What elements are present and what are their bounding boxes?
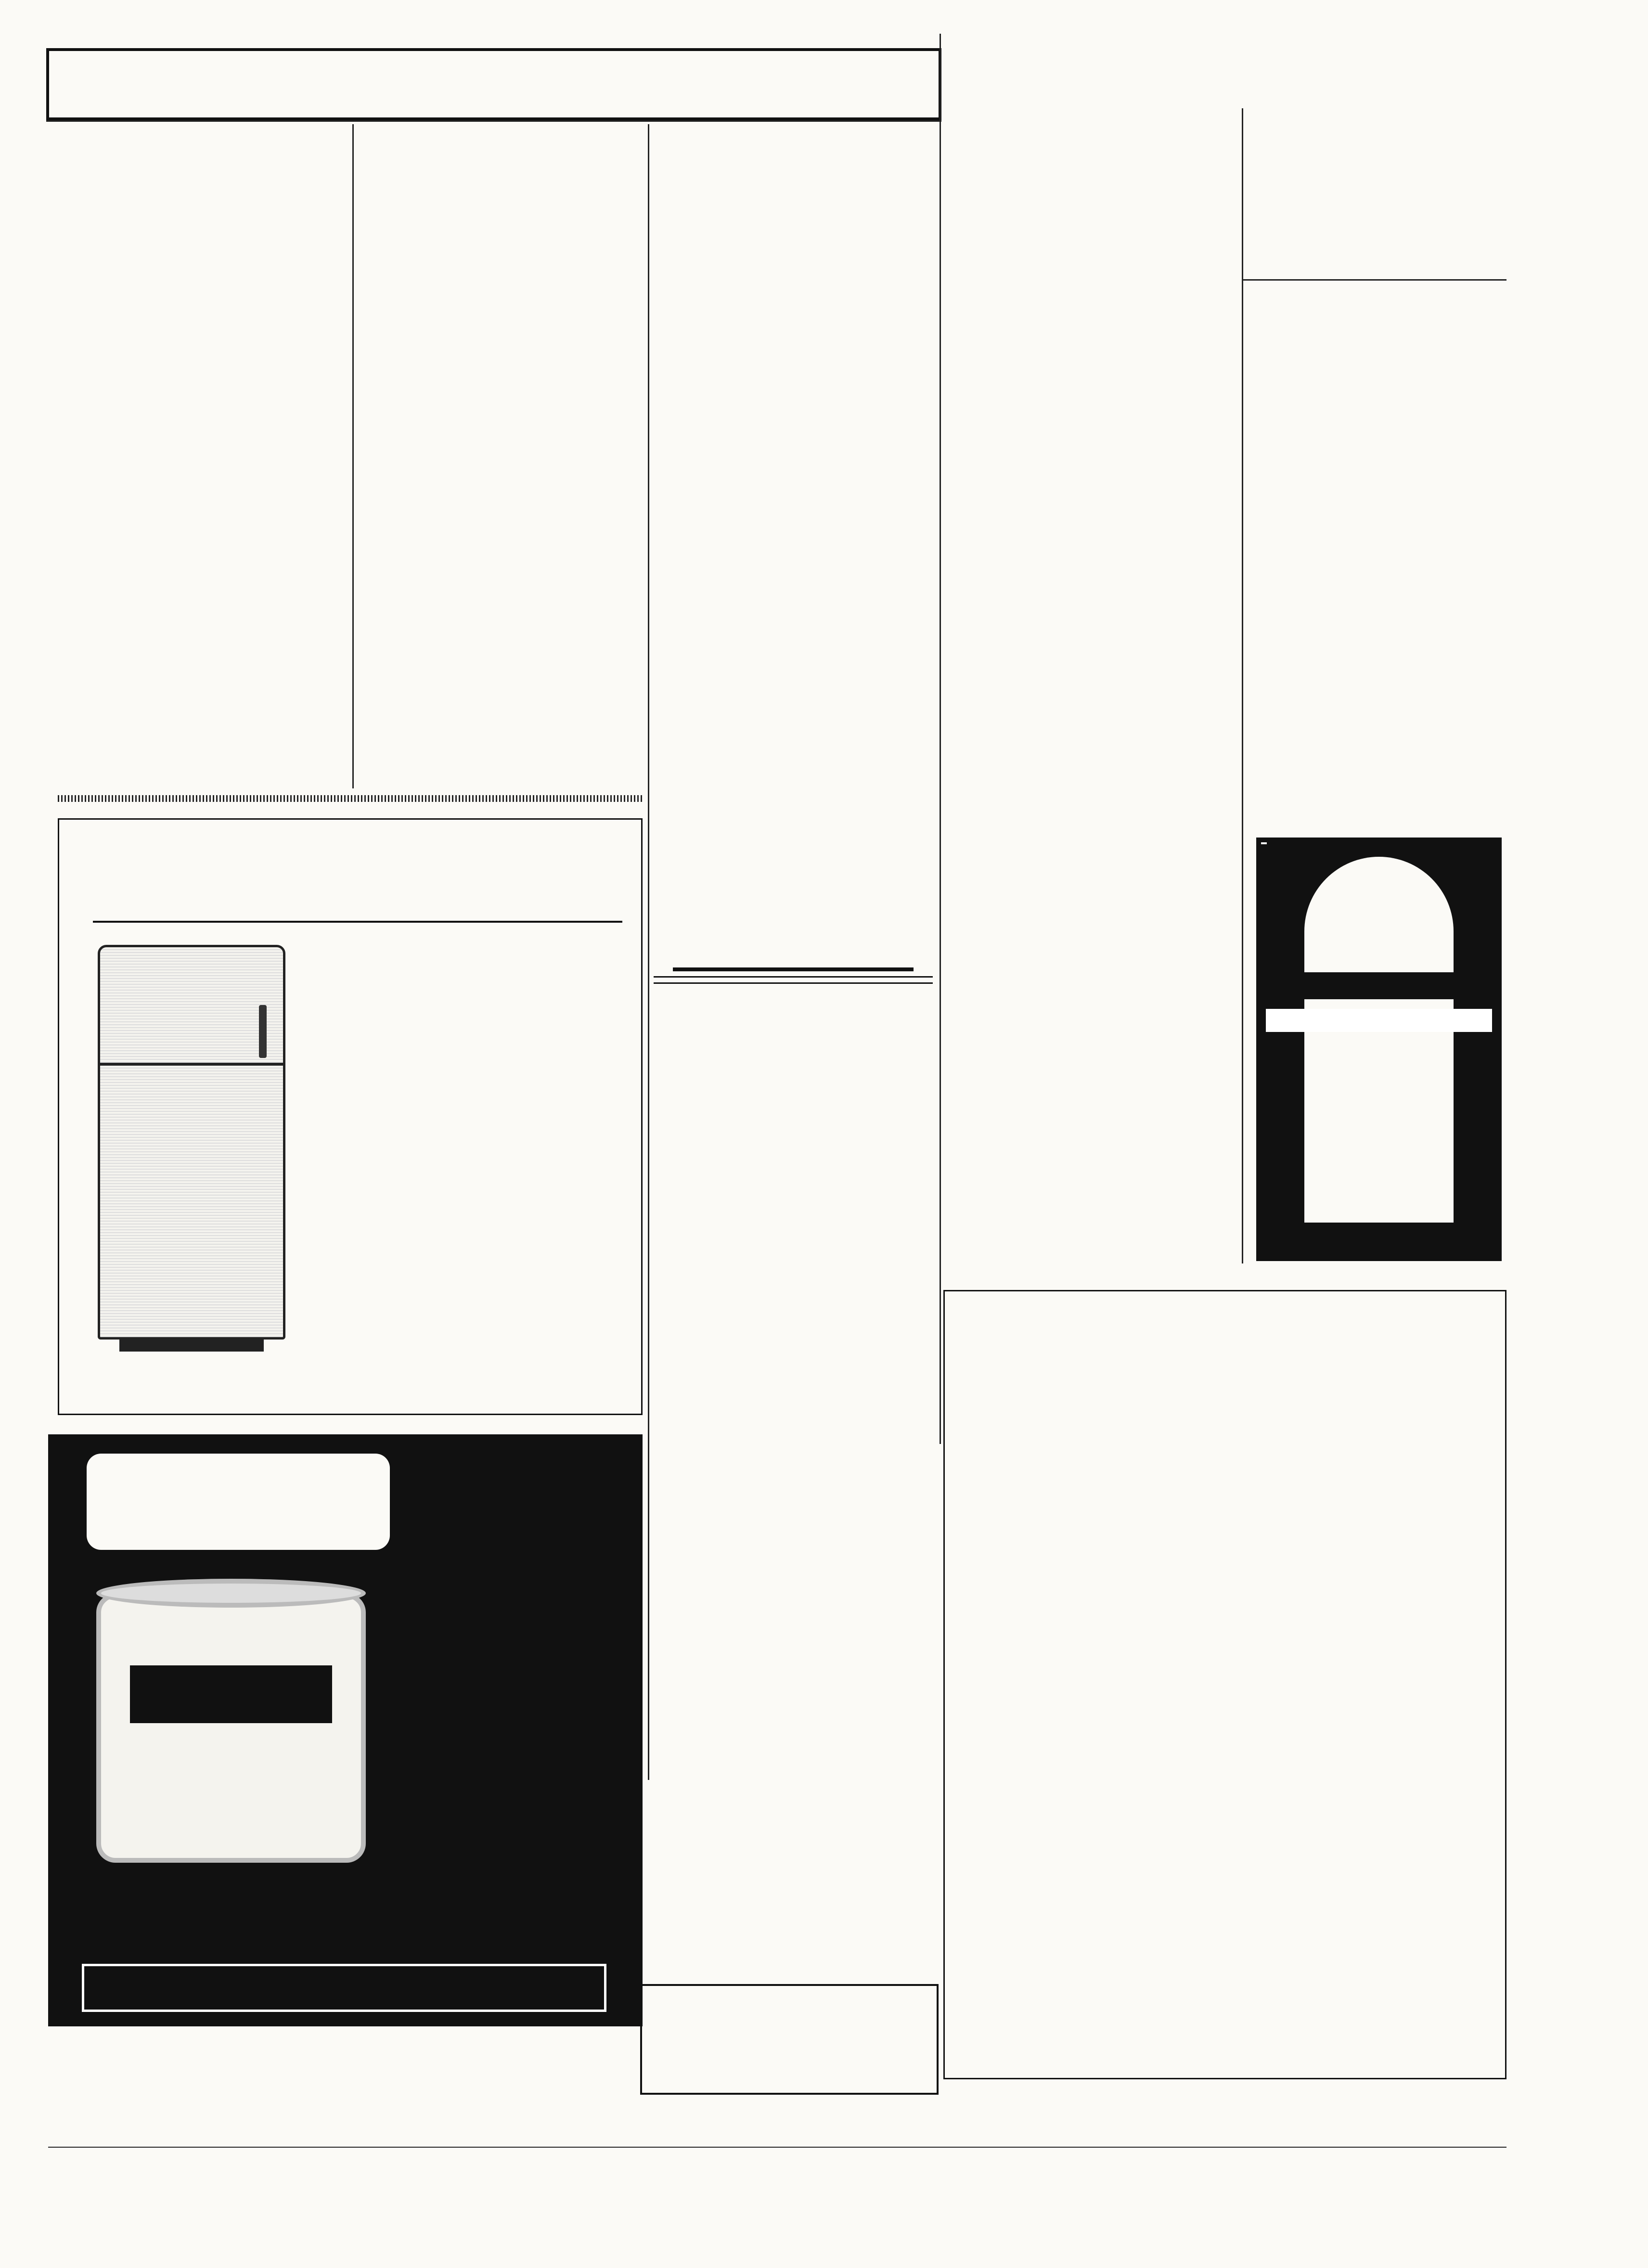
separator-rule [58, 795, 643, 802]
fridge-illustration [98, 945, 285, 1340]
footer-rule [48, 2147, 1506, 2148]
lotaria-title [943, 34, 1506, 106]
divider [46, 120, 941, 122]
flashes [82, 1964, 606, 2012]
battery-top [96, 1579, 366, 1608]
ruth-title [654, 982, 933, 984]
alpacas-ad[interactable] [640, 1984, 939, 2095]
fridge-handle [259, 1005, 267, 1058]
divider [1242, 279, 1506, 281]
article-col2 [358, 124, 642, 129]
lottery-table [943, 108, 1242, 135]
tudor-logo-panel [87, 1454, 390, 1550]
kelvinator-tagline [93, 921, 622, 926]
fridge-base [119, 1337, 264, 1352]
divider [352, 124, 354, 788]
article-congresso [48, 124, 347, 129]
battery-label-top [116, 1615, 346, 1639]
article-col3 [654, 124, 933, 129]
divider [1242, 108, 1243, 1263]
battery-illustration [96, 1593, 366, 1863]
kelvinator-ad[interactable] [58, 818, 643, 1415]
quiosque-arch [1304, 857, 1454, 1223]
estreias-title [654, 976, 933, 978]
kelvinator-slogans [300, 964, 637, 1311]
quiosque-minuto [1300, 972, 1458, 999]
quiosque-mude [1266, 1009, 1492, 1032]
article-teatros [654, 967, 933, 989]
headline [46, 48, 941, 120]
quiosque-tag [1261, 842, 1267, 844]
fridge-door-line [98, 1063, 285, 1066]
casa-sorte-ad[interactable] [943, 1290, 1506, 2079]
teatros-banner [673, 967, 914, 971]
divider [940, 34, 941, 1444]
divider [648, 124, 649, 1780]
quiosque-ad[interactable] [1256, 838, 1502, 1261]
kelvinator-soter [78, 1373, 627, 1391]
battery-brand [130, 1665, 332, 1723]
article-pavilhao [1247, 284, 1506, 287]
tudor-ad[interactable] [48, 1434, 643, 2026]
